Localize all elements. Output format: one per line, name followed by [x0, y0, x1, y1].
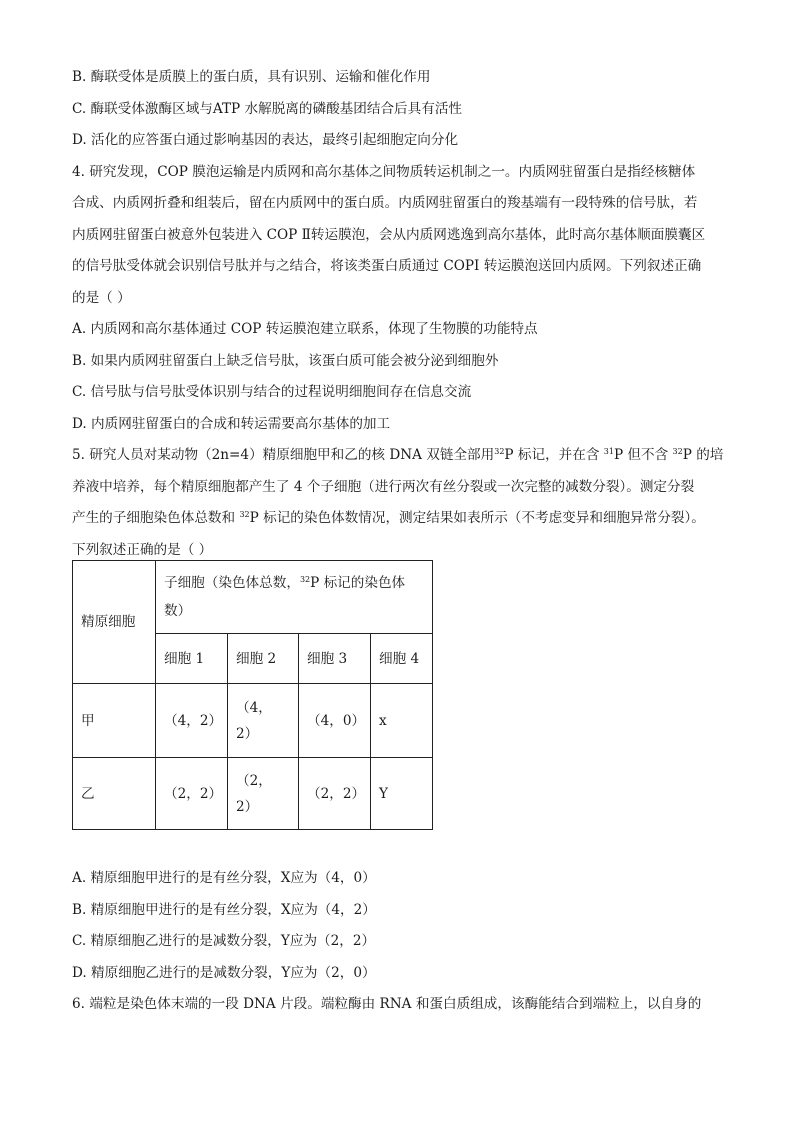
isotope-sup: 32 — [494, 447, 505, 456]
q5-text: P 标记的染色体数情况，测定结果如表所示（不考虑变异和细胞异常分裂）。 — [249, 510, 705, 526]
q4-stem-line-3: 内质网驻留蛋白被意外包装进入 COP Ⅱ转运膜泡，会从内质网逃逸到高尔基体，此时高尔基体顺面膜囊区 — [72, 226, 706, 243]
q5-text: 5. 研究人员对某动物（2n=4）精原细胞甲和乙的核 DNA 双链全部用 — [72, 447, 495, 463]
q4-stem-line-4: 的信号肽受体就会识别信号肽并与之结合，将该类蛋白质通过 COPI 转运膜泡送回内质网。下列叙述正确 — [72, 258, 702, 274]
table-cell: Y — [371, 758, 433, 830]
table-corner-header: 精原细胞 — [73, 561, 156, 684]
column-header-cell-4: 细胞 4 — [371, 634, 433, 684]
header-text: 子细胞（染色体总数， — [164, 575, 300, 591]
row-label: 甲 — [73, 684, 156, 758]
document-body — [72, 62, 732, 566]
q5-stem-line-3 — [72, 503, 732, 535]
column-header-cell-3: 细胞 3 — [299, 634, 371, 684]
q4-option-d: D. 内质网驻留蛋白的合成和转运需要高尔基体的加工 — [72, 415, 391, 432]
q6-stem-line-1: 6. 端粒是染色体末端的一段 DNA 片段。端粒酶由 RNA 和蛋白质组成，该酶能结合到端粒上，以自身的 — [72, 996, 702, 1012]
q5-option-c: C. 精原细胞乙进行的是减数分裂，Y应为（2，2） — [72, 933, 376, 949]
isotope-sup: 31 — [603, 447, 614, 456]
q4-option-a: A. 内质网和高尔基体通过 COP 转运膜泡建立联系，体现了生物膜的功能特点 — [72, 321, 538, 337]
q5-stem-line-1 — [72, 440, 732, 472]
q5-option-b: B. 精原细胞甲进行的是有丝分裂，X应为（4，2） — [72, 901, 376, 918]
q4-stem-line-5: 的是（ ） — [72, 289, 131, 306]
q3-option-c: C. 酶联受体激酶区域与ATP 水解脱离的磷酸基团结合后具有活性 — [72, 100, 463, 117]
isotope-sup: 32 — [299, 575, 311, 584]
q5-option-a: A. 精原细胞甲进行的是有丝分裂，X应为（4，0） — [72, 870, 376, 886]
q4-stem-line-1: 4. 研究发现，COP 膜泡运输是内质网和高尔基体之间物质转运机制之一。内质网驻留蛋白是指经核糖体 — [72, 163, 696, 180]
q3-option-d: D. 活化的应答蛋白通过影响基因的表达，最终引起细胞定向分化 — [72, 132, 459, 148]
table-cell: （4，2） — [156, 684, 228, 758]
table-row — [73, 758, 433, 830]
row-label: 乙 — [73, 758, 156, 830]
cell-line: 2） — [236, 725, 259, 742]
q5-text: P 标记，并在含 — [504, 447, 604, 463]
q5-stem-line-4: 下列叙述正确的是（ ） — [72, 541, 213, 558]
table-cell — [228, 684, 299, 758]
header-text: P 标记的染色体 — [310, 575, 406, 591]
table-cell — [228, 758, 299, 830]
cell-line: （4， — [236, 699, 272, 716]
table-cell: （2，2） — [299, 758, 371, 830]
isotope-sup: 32 — [672, 447, 683, 456]
q3-option-b: B. 酶联受体是质膜上的蛋白质，具有识别、运输和催化作用 — [72, 69, 431, 85]
q5-stem-line-2: 养液中培养，每个精原细胞都产生了 4 个子细胞（进行两次有丝分裂或一次完整的减数分裂）。测定分裂 — [72, 478, 695, 495]
q4-stem-line-2: 合成、内质网折叠和组装后，留在内质网中的蛋白质。内质网驻留蛋白的羧基端有一段特殊的信号肽，若 — [72, 195, 698, 211]
q5-text: P 但不含 — [613, 447, 673, 463]
column-header-cell-1: 细胞 1 — [156, 634, 228, 684]
table-cell: （4，0） — [299, 684, 371, 758]
q5-text: P 的培 — [682, 447, 724, 463]
q5-option-d: D. 精原细胞乙进行的是减数分裂，Y应为（2，0） — [72, 964, 376, 981]
cell-line: 2） — [236, 798, 259, 815]
q4-option-c: C. 信号肽与信号肽受体识别与结合的过程说明细胞间存在信息交流 — [72, 384, 472, 400]
table-row — [73, 684, 433, 758]
table-cell: x — [371, 684, 433, 758]
q5-text: 产生的子细胞染色体总数和 — [72, 510, 240, 526]
cell-line: （2， — [236, 772, 272, 789]
column-header-cell-2: 细胞 2 — [228, 634, 299, 684]
table-group-header — [156, 561, 433, 634]
table-cell: （2，2） — [156, 758, 228, 830]
isotope-sup: 32 — [239, 510, 250, 519]
q4-option-b: B. 如果内质网驻留蛋白上缺乏信号肽，该蛋白质可能会被分泌到细胞外 — [72, 352, 499, 369]
q5-options — [72, 863, 732, 1021]
results-table — [72, 560, 433, 830]
header-text: 数） — [164, 603, 192, 619]
